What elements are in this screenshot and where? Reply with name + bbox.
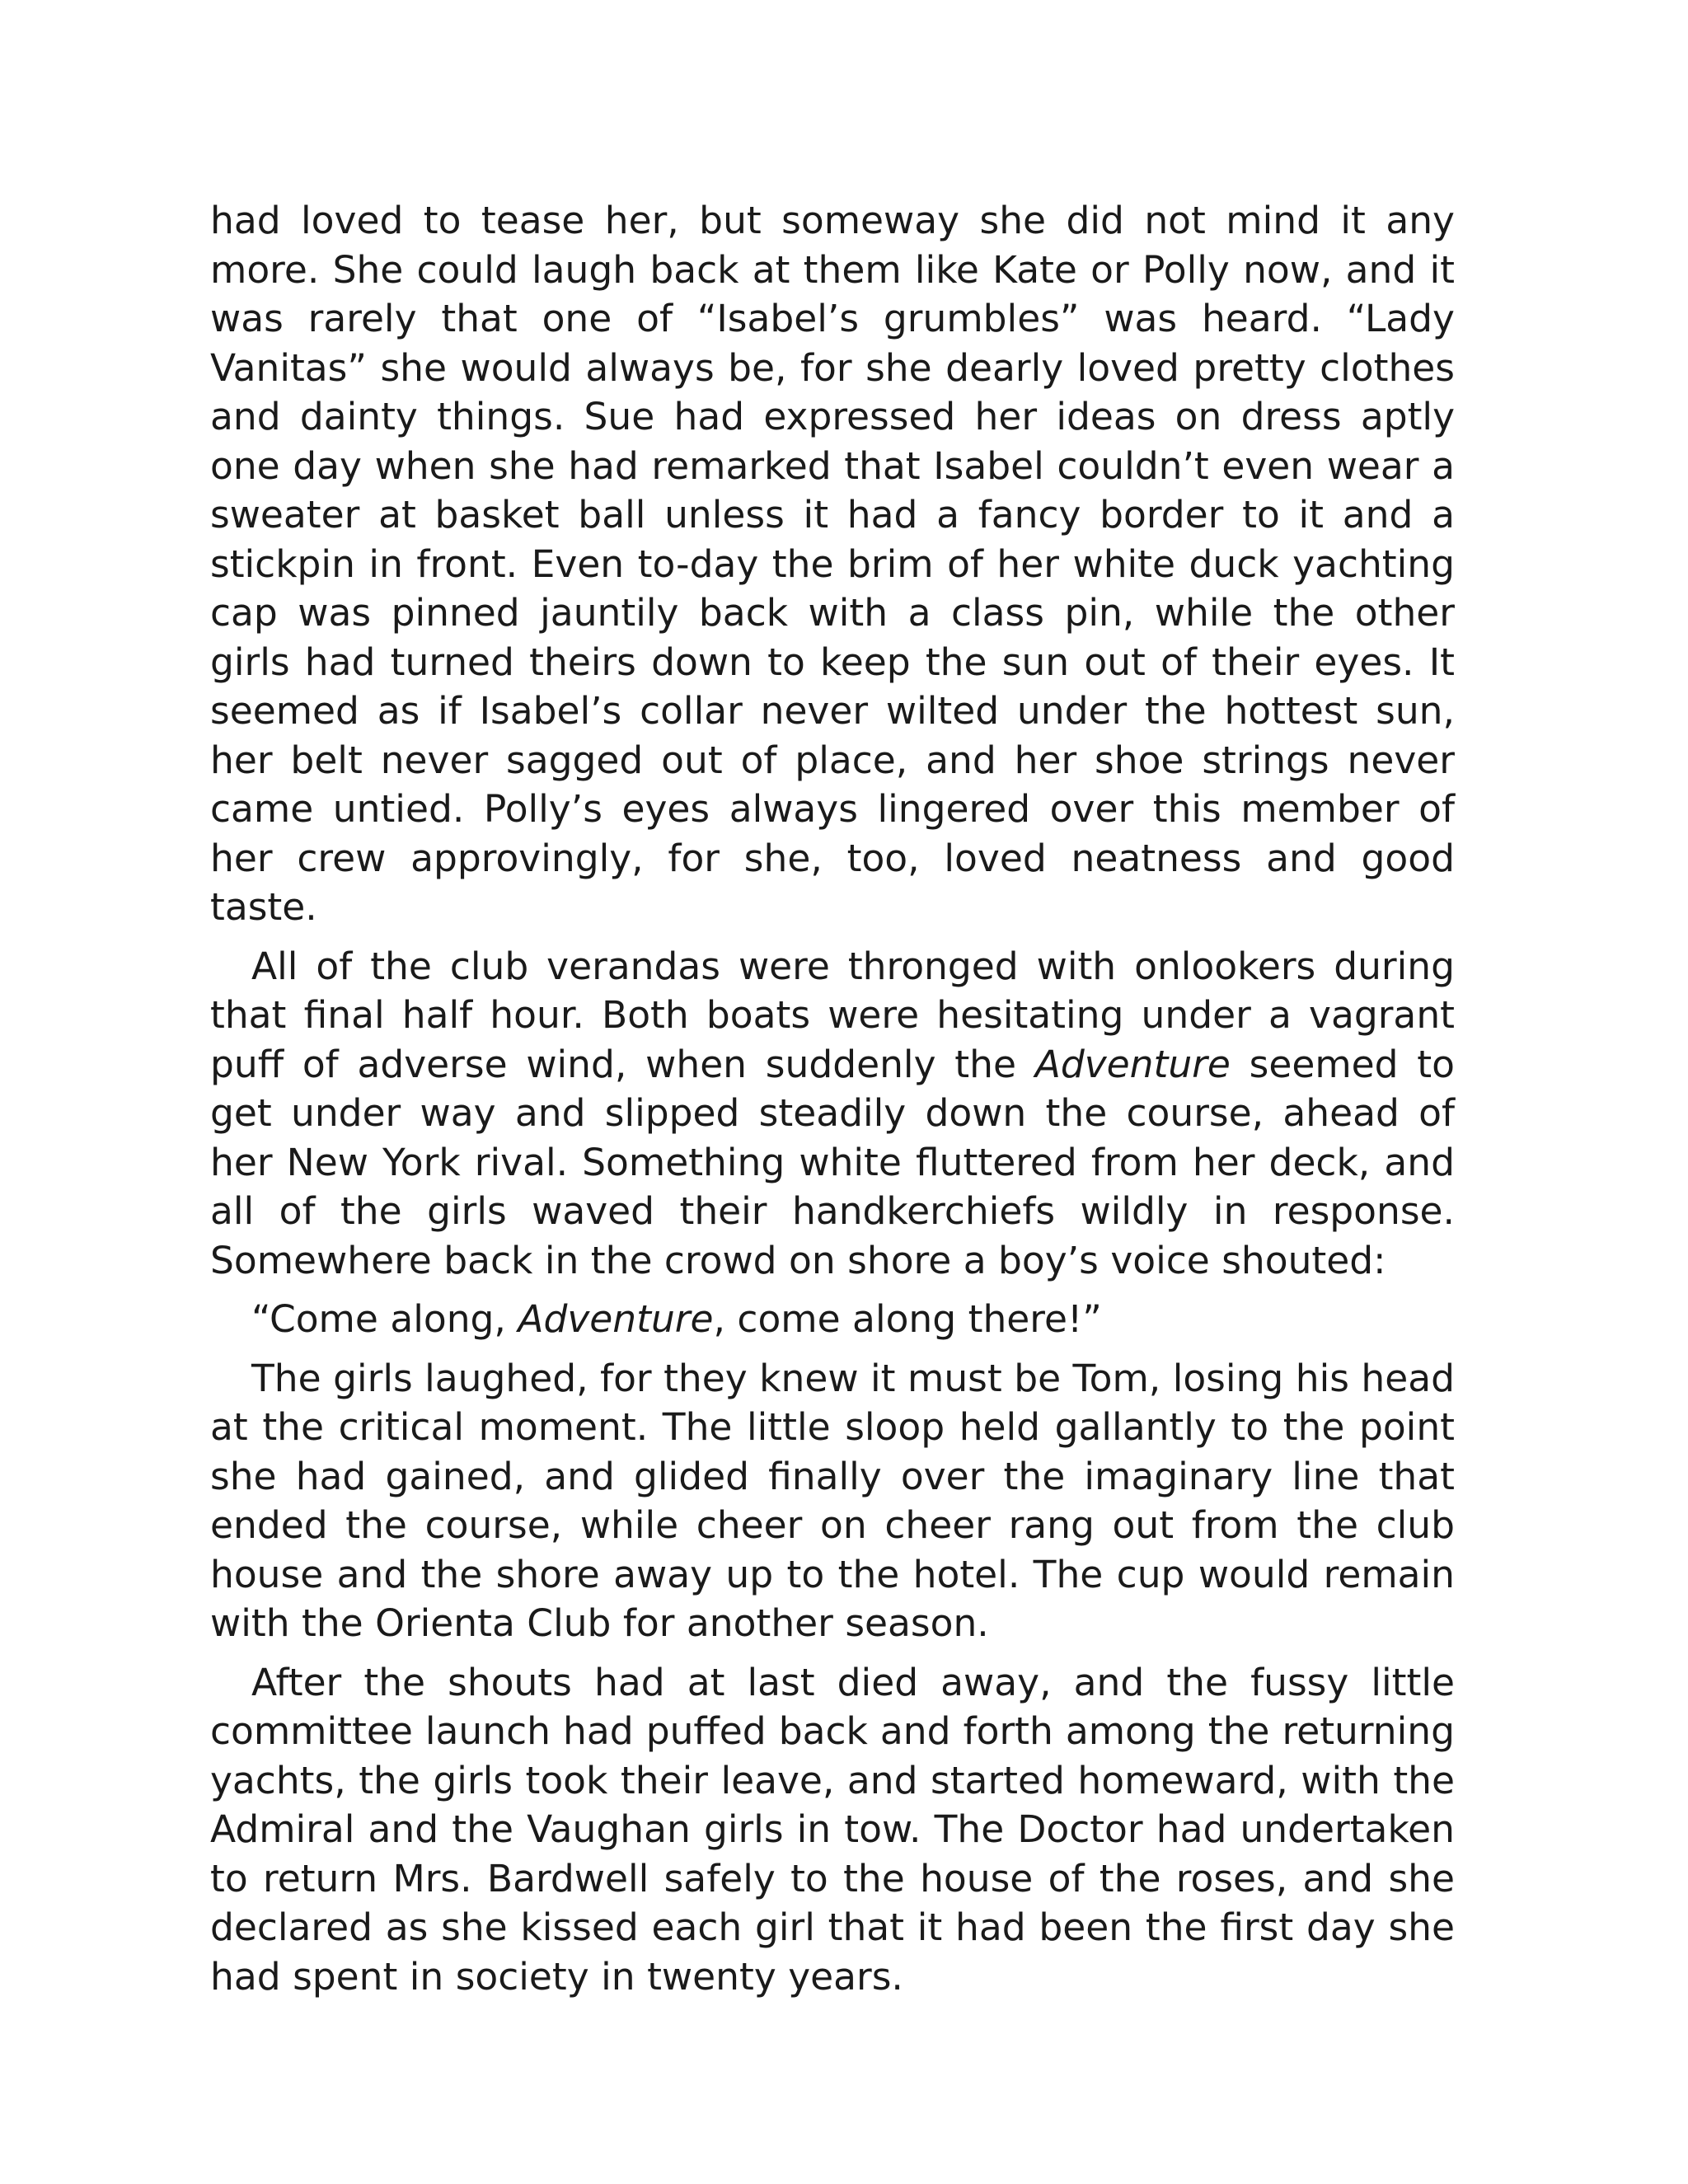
ship-name-adventure: Adventure	[518, 1297, 714, 1341]
paragraph-1-text: had loved to tease her, but someway she did not mind it any more. She could laugh back at them like Kate or Polly now, and it was rarely that one of “Isabel’s grumbles” was heard. “Lady Vanitas” she would always be, for she dearly loved pretty clothes and dainty things. Sue had expressed her ideas on dress aptly one day when she had remarked that Isabel couldn’t even wear a sweater at basket ball unless it had a fancy border to it and a stickpin in front. Even to-day the brim of her white duck yachting cap was pinned jauntily back with a class pin, while the other girls had turned theirs down to keep the sun out of their eyes. It seemed as if Isabel’s collar never wilted under the hottest sun, her belt never sagged out of place, and her shoe strings never came untied. Polly’s eyes always lingered over this member of her crew approvingly, for she, too, loved neatness and good taste.	[210, 199, 1455, 929]
ship-name-adventure: Adventure	[1034, 1042, 1231, 1086]
paragraph-5-text: After the shouts had at last died away, and the fussy little committee launch had puffed back and forth among the returning yachts, the girls took their leave, and started homeward, with the Admiral and the Vaughan girls in tow. The Doctor had undertaken to return Mrs. Bardwell safely to the house of the roses, and she declared as she kissed each girl that it had been the first day she had spent in society in twenty years.	[210, 1660, 1455, 1999]
paragraph-3-text-a: “Come along,	[251, 1297, 518, 1341]
paragraph-2-text-a: All of the club verandas were thronged with onlookers during that final half hour. Both boats were hesitating under a vagrant puff of adverse wind, when suddenly the	[210, 944, 1455, 1086]
page-body	[210, 196, 1455, 2001]
paragraph-1	[210, 196, 1455, 932]
paragraph-2-text-b: seemed to get under way and slipped steadily down the course, ahead of her New York rival. Something white fluttered from her deck, and all of the girls waved their handkerchiefs wildly in response. Somewhere back in the crowd on shore a boy’s voice shouted:	[210, 1042, 1455, 1282]
paragraph-2	[210, 942, 1455, 1286]
paragraph-4	[210, 1354, 1455, 1648]
paragraph-3	[210, 1295, 1455, 1344]
paragraph-4-text: The girls laughed, for they knew it must be Tom, losing his head at the critical moment. The little sloop held gallantly to the point she had gained, and glided finally over the imaginary line that ended the course, while cheer on cheer rang out from the club house and the shore away up to the hotel. The cup would remain with the Orienta Club for another season.	[210, 1356, 1455, 1645]
paragraph-5	[210, 1658, 1455, 2002]
paragraph-3-text-b: , come along there!”	[713, 1297, 1102, 1341]
